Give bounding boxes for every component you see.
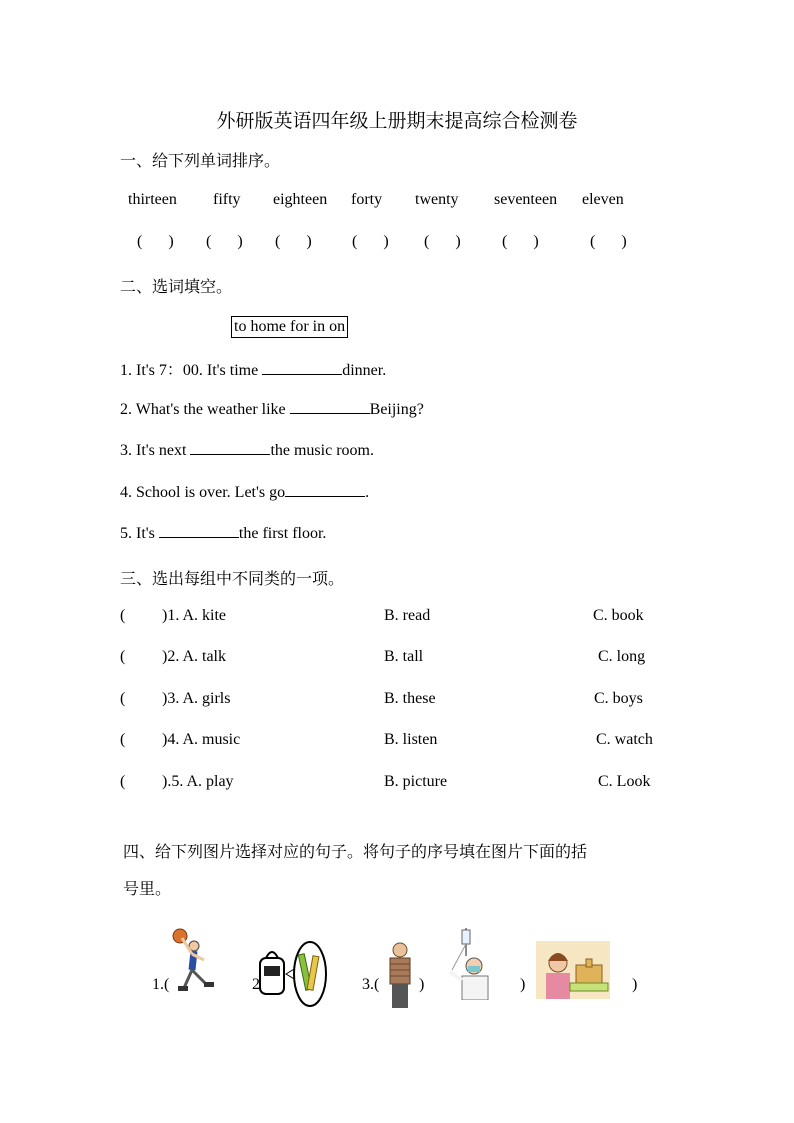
word-3: forty [351,191,383,208]
nurse-with-drip-illustration [444,926,496,1000]
option-a: ).5. A. play [162,773,234,790]
pic-label-4-close: ) [520,976,526,993]
pic-label-5-close: ) [632,976,638,993]
item-text-pre: 2. What's the weather like [120,401,290,418]
option-b: B. tall [384,648,424,665]
answer-blank[interactable] [262,360,342,375]
item-text-post: Beijing? [369,401,424,418]
person-standing-illustration [382,940,418,1010]
item-text-post: dinner. [342,362,387,379]
person-with-gift-illustration [536,941,610,999]
pic-label-3-close: ) [419,976,425,993]
option-b: B. listen [384,731,438,748]
option-c: C. Look [598,773,651,790]
item-text-post: the first floor. [238,525,327,542]
item-text-post: the music room. [270,442,374,459]
answer-paren-1[interactable]: ( ) [206,233,245,250]
pic-label-2: 2 [252,976,260,993]
answer-blank[interactable] [285,482,365,497]
pic-label-1: 1.( [152,976,170,993]
pic-label-3: 3.( [362,976,380,993]
answer-blank[interactable] [290,399,370,414]
word-2: eighteen [273,191,328,208]
option-a: )1. A. kite [162,607,226,624]
word-bank: to home for in on [231,316,348,338]
answer-paren-6[interactable]: ( ) [590,233,629,250]
option-c: C. book [593,607,644,624]
option-c: C. boys [594,690,643,707]
item-text-post: . [365,484,370,501]
answer-paren-open[interactable]: ( [120,773,126,790]
section3-heading: 三、选出每组中不同类的一项。 [120,569,345,588]
word-1: fifty [213,191,241,208]
section4-heading-line2: 号里。 [123,879,172,898]
answer-paren-open[interactable]: ( [120,648,126,665]
answer-paren-open[interactable]: ( [120,607,126,624]
fill-blank-item [120,399,424,419]
word-5: seventeen [494,191,558,208]
option-a: )2. A. talk [162,648,226,665]
option-b: B. picture [384,773,448,790]
answer-paren-open[interactable]: ( [120,731,126,748]
fill-blank-item [120,440,374,460]
word-6: eleven [582,191,624,208]
answer-paren-4[interactable]: ( ) [424,233,463,250]
answer-paren-3[interactable]: ( ) [352,233,391,250]
option-c: C. watch [596,731,653,748]
section4-heading-line1: 四、给下列图片选择对应的句子。将句子的序号填在图片下面的括 [123,842,588,861]
answer-paren-open[interactable]: ( [120,690,126,707]
option-b: B. these [384,690,436,707]
answer-blank[interactable] [159,523,239,538]
word-0: thirteen [128,191,177,208]
item-text-pre: 3. It's next [120,442,191,459]
option-c: C. long [598,648,646,665]
fill-blank-item [120,357,386,380]
section1-heading: 一、给下列单词排序。 [120,151,281,170]
option-a: )4. A. music [162,731,241,748]
word-4: twenty [415,191,459,208]
fill-blank-item [120,482,369,502]
fill-blank-item [120,523,326,543]
answer-paren-0[interactable]: ( ) [137,233,176,250]
item-text-pre: 4. School is over. Let's go [120,484,286,501]
backpack-and-books-illustration [256,940,328,1010]
option-b: B. read [384,607,431,624]
item-text-pre: 1. It's 7：00. It's time [120,362,263,379]
answer-paren-2[interactable]: ( ) [275,233,314,250]
section2-heading: 二、选词填空。 [120,277,233,296]
basketball-player-illustration [166,926,218,998]
item-text-pre: 5. It's [120,525,159,542]
answer-paren-5[interactable]: ( ) [502,233,541,250]
option-a: )3. A. girls [162,690,231,707]
answer-blank[interactable] [190,440,270,455]
page-title: 外研版英语四年级上册期末提高综合检测卷 [216,110,578,132]
